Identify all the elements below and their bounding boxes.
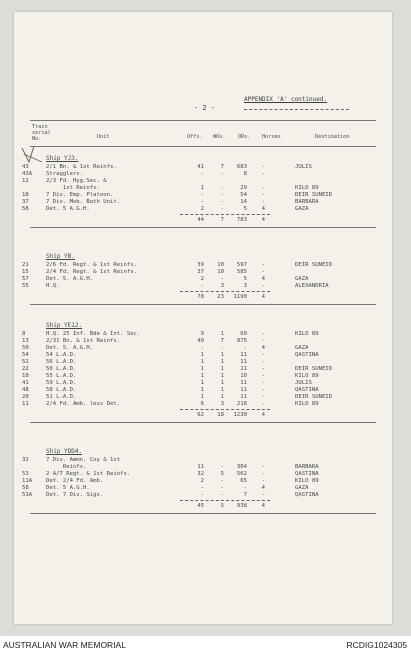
- cell-horses: -: [261, 401, 265, 407]
- cell-wos: 3: [220, 401, 224, 407]
- cell-ors: 11: [240, 359, 247, 365]
- cell-offrs: 1: [200, 387, 204, 393]
- cell-offrs: 1: [200, 359, 204, 365]
- cell-offrs: -: [200, 171, 204, 177]
- cell-wos: -: [220, 171, 224, 177]
- total-ors: 1230: [233, 412, 247, 418]
- cell-horses: -: [261, 359, 265, 365]
- subtotal-rule: [180, 291, 270, 292]
- cell-unit: 2/4 Fd. Amb. less Det.: [46, 401, 121, 407]
- cell-wos: -: [220, 192, 224, 198]
- cell-horses: -: [261, 366, 265, 372]
- cell-ors: 11: [240, 380, 247, 386]
- cell-unit: Det. 5 A.G.H.: [46, 485, 90, 491]
- cell-offrs: 41: [197, 164, 204, 170]
- col-header-serial: Train serial No.: [32, 124, 51, 142]
- cell-offrs: 37: [197, 269, 204, 275]
- subtotal-rule: [180, 409, 270, 410]
- cell-ors: 8: [243, 171, 247, 177]
- cell-ors: 5: [243, 276, 247, 282]
- total-ors: 783: [236, 217, 247, 223]
- total-offrs: 44: [197, 217, 204, 223]
- cell-wos: -: [220, 492, 224, 498]
- total-offrs: 62: [197, 412, 204, 418]
- cell-wos: -: [220, 345, 224, 351]
- cell-wos: 10: [217, 269, 224, 275]
- cell-destination: GAZA: [295, 276, 309, 282]
- cell-wos: 1: [220, 394, 224, 400]
- cell-destination: DEIR SUNEID: [295, 262, 333, 268]
- cell-unit: 54 L.A.D.: [46, 352, 77, 358]
- cell-ors: 5: [243, 206, 247, 212]
- cell-unit: 7 Div. Mob. Bath Unit.: [46, 199, 121, 205]
- cell-horses: -: [261, 387, 265, 393]
- cell-offrs: -: [200, 199, 204, 205]
- cell-unit: 56 L.A.D.: [46, 359, 77, 365]
- header-bottom-rule: [30, 146, 376, 147]
- total-wos: 23: [217, 294, 224, 300]
- cell-destination: QASTINA: [295, 352, 319, 358]
- cell-serial: 51A: [22, 492, 33, 498]
- cell-ors: 11: [240, 366, 247, 372]
- cell-ors: 65: [240, 478, 247, 484]
- total-horses: 4: [261, 503, 265, 509]
- cell-offrs: 1: [200, 185, 204, 191]
- page-number: - 2 -: [194, 104, 216, 112]
- cell-ors: 54: [240, 192, 247, 198]
- cell-serial: 53: [22, 471, 29, 477]
- cell-offrs: -: [200, 192, 204, 198]
- cell-wos: -: [220, 199, 224, 205]
- total-horses: 4: [261, 412, 265, 418]
- cell-destination: QASTINA: [295, 471, 319, 477]
- cell-serial: 58: [22, 206, 29, 212]
- cell-ors: 11: [240, 394, 247, 400]
- cell-serial: 22: [22, 366, 29, 372]
- cell-unit: Reinfs.: [46, 464, 87, 470]
- cell-unit: Stragglers.: [46, 171, 84, 177]
- cell-destination: BARBARA: [295, 199, 319, 205]
- col-header-offrs: Offs.: [187, 134, 203, 140]
- cell-unit: Det. 2/4 Fd. Amb.: [46, 478, 104, 484]
- cell-wos: 1: [220, 352, 224, 358]
- cell-destination: GAZA: [295, 345, 309, 351]
- cell-destination: KILO 89: [295, 331, 319, 337]
- cell-offrs: -: [200, 492, 204, 498]
- footer-source: AUSTRALIAN WAR MEMORIAL: [3, 640, 126, 650]
- cell-serial: 43A: [22, 171, 33, 177]
- cell-horses: -: [261, 471, 265, 477]
- cell-unit: 1st Reinfs.: [46, 185, 100, 191]
- cell-offrs: 32: [197, 471, 204, 477]
- cell-wos: -: [220, 276, 224, 282]
- cell-offrs: -: [200, 485, 204, 491]
- cell-wos: -: [220, 185, 224, 191]
- cell-serial: 48: [22, 387, 29, 393]
- total-offrs: 78: [197, 294, 204, 300]
- cell-horses: -: [261, 269, 265, 275]
- cell-serial: 54: [22, 352, 29, 358]
- cell-wos: -: [220, 478, 224, 484]
- cell-unit: Det. 5. A.G.H.: [46, 345, 94, 351]
- cell-unit: 2/4 Fd. Regt. & 1st Reinfs.: [46, 269, 137, 275]
- cell-horses: 4: [261, 485, 265, 491]
- cell-destination: QASTINA: [295, 492, 319, 498]
- cell-horses: -: [261, 380, 265, 386]
- cell-horses: 4: [261, 345, 265, 351]
- cell-wos: 1: [220, 359, 224, 365]
- section-rule: [30, 513, 376, 514]
- cell-destination: KILO 89: [295, 478, 319, 484]
- cell-unit: H.Q.: [46, 283, 60, 289]
- cell-wos: 7: [220, 338, 224, 344]
- cell-destination: JULIS: [295, 380, 312, 386]
- cell-unit: 7 Div. Ammn. Coy & 1st: [46, 457, 121, 463]
- cell-ors: 218: [236, 401, 247, 407]
- cell-horses: -: [261, 283, 265, 289]
- cell-ors: 14: [240, 199, 247, 205]
- cell-unit: 2/6 Fd. Regt. & 1st Reinfs.: [46, 262, 137, 268]
- cell-ors: -: [243, 485, 247, 491]
- cell-wos: 3: [220, 283, 224, 289]
- ship-heading: Ship YB.: [46, 253, 75, 260]
- cell-horses: -: [261, 331, 265, 337]
- cell-offrs: 39: [197, 262, 204, 268]
- cell-serial: 52: [22, 359, 29, 365]
- cell-serial: 18: [22, 192, 29, 198]
- total-wos: 18: [217, 412, 224, 418]
- cell-serial: 43: [22, 164, 29, 170]
- cell-offrs: 1: [200, 373, 204, 379]
- cell-destination: QASTINA: [295, 387, 319, 393]
- cell-ors: 683: [236, 164, 247, 170]
- cell-offrs: 1: [200, 366, 204, 372]
- cell-destination: JULIS: [295, 164, 312, 170]
- cell-destination: ALEXANDRIA: [295, 283, 329, 289]
- header-top-rule: [30, 120, 376, 121]
- cell-offrs: 2: [200, 276, 204, 282]
- cell-serial: 55: [22, 283, 29, 289]
- cell-horses: -: [261, 171, 265, 177]
- cell-unit: Det. 7 Div. Sigs.: [46, 492, 104, 498]
- cell-horses: -: [261, 262, 265, 268]
- cell-horses: -: [261, 464, 265, 470]
- cell-horses: -: [261, 185, 265, 191]
- cell-ors: 10: [240, 373, 247, 379]
- subtotal-rule: [180, 214, 270, 215]
- archive-footer: [0, 636, 411, 654]
- total-horses: 4: [261, 294, 265, 300]
- total-ors: 1190: [233, 294, 247, 300]
- cell-horses: -: [261, 199, 265, 205]
- cell-serial: 57: [22, 276, 29, 282]
- cell-destination: KILO 89: [295, 373, 319, 379]
- cell-unit: H.Q. 25 Inf. Bde & Int. Sec.: [46, 331, 141, 337]
- cell-ors: 29: [240, 185, 247, 191]
- appendix-title: APPENDIX 'A' continued.: [244, 96, 328, 103]
- cell-serial: 21: [22, 262, 29, 268]
- cell-offrs: 1: [200, 380, 204, 386]
- cell-serial: 10: [22, 373, 29, 379]
- cell-destination: DEIR SUNEID: [295, 192, 333, 198]
- cell-ors: 11: [240, 387, 247, 393]
- total-offrs: 45: [197, 503, 204, 509]
- cell-ors: 60: [240, 331, 247, 337]
- cell-serial: 11A: [22, 478, 33, 484]
- col-header-wos: WOs.: [213, 134, 226, 140]
- cell-ors: 585: [236, 269, 247, 275]
- cell-destination: KILO 89: [295, 185, 319, 191]
- cell-unit: 50 L.A.D.: [46, 366, 77, 372]
- section-rule: [30, 227, 376, 228]
- cell-wos: 1: [220, 331, 224, 337]
- cell-serial: 20: [22, 394, 29, 400]
- ship-heading: Ship YDD4.: [46, 448, 83, 455]
- cell-destination: GAZA: [295, 485, 309, 491]
- cell-offrs: 2: [200, 206, 204, 212]
- subtotal-rule: [180, 500, 270, 501]
- cell-horses: -: [261, 478, 265, 484]
- cell-horses: -: [261, 394, 265, 400]
- cell-serial: 32: [22, 457, 29, 463]
- cell-wos: 1: [220, 373, 224, 379]
- cell-offrs: 40: [197, 338, 204, 344]
- cell-serial: 50: [22, 345, 29, 351]
- footer-ref: RCDIG1024305: [346, 640, 407, 650]
- cell-wos: 1: [220, 387, 224, 393]
- cell-destination: BARBARA: [295, 464, 319, 470]
- cell-horses: -: [261, 492, 265, 498]
- col-header-horses: Horses: [262, 134, 281, 140]
- cell-unit: Det. 5 A.G.H.: [46, 206, 90, 212]
- cell-unit: 51 L.A.D.: [46, 394, 77, 400]
- cell-horses: -: [261, 338, 265, 344]
- cell-offrs: -: [200, 283, 204, 289]
- section-rule: [30, 304, 376, 305]
- cell-horses: -: [261, 192, 265, 198]
- cell-serial: 41: [22, 380, 29, 386]
- cell-wos: 1: [220, 366, 224, 372]
- total-wos: 5: [220, 503, 224, 509]
- cell-offrs: 1: [200, 394, 204, 400]
- cell-offrs: 1: [200, 352, 204, 358]
- cell-unit: 2/1 Bn. & 1st Reinfs.: [46, 164, 117, 170]
- col-header-destination: Destination: [315, 134, 350, 140]
- cell-ors: 11: [240, 352, 247, 358]
- cell-destination: KILO 89: [295, 401, 319, 407]
- cell-ors: 304: [236, 464, 247, 470]
- cell-destination: DEIR SUNEID: [295, 366, 333, 372]
- cell-wos: 1: [220, 380, 224, 386]
- cell-serial: 58: [22, 485, 29, 491]
- cell-ors: 7: [243, 492, 247, 498]
- cell-unit: 2/3 Fd. Hyg.Sec. &: [46, 178, 107, 184]
- cell-unit: 59 L.A.D.: [46, 380, 77, 386]
- cell-destination: DEIR SUNEID: [295, 394, 333, 400]
- cell-serial: 15: [22, 269, 29, 275]
- appendix-underline: [244, 109, 349, 110]
- cell-wos: -: [220, 206, 224, 212]
- section-rule: [30, 422, 376, 423]
- cell-wos: 10: [217, 262, 224, 268]
- cell-horses: -: [261, 164, 265, 170]
- cell-unit: 55 L.A.D.: [46, 373, 77, 379]
- cell-serial: 12: [22, 178, 29, 184]
- cell-unit: 58 L.A.D.: [46, 387, 77, 393]
- cell-horses: -: [261, 373, 265, 379]
- cell-wos: 5: [220, 471, 224, 477]
- cell-serial: 8: [22, 331, 26, 337]
- cell-serial: 11: [22, 401, 29, 407]
- total-horses: 4: [261, 217, 265, 223]
- cell-unit: 2 A/T Regt. & 1st Reinfs.: [46, 471, 131, 477]
- total-ors: 938: [236, 503, 247, 509]
- cell-ors: 3: [243, 283, 247, 289]
- cell-horses: 4: [261, 276, 265, 282]
- cell-offrs: 9: [200, 331, 204, 337]
- cell-wos: -: [220, 464, 224, 470]
- cell-wos: 7: [220, 164, 224, 170]
- col-header-ors: ORs.: [238, 134, 251, 140]
- cell-destination: GAZA: [295, 206, 309, 212]
- ship-heading: Ship YE12.: [46, 322, 83, 329]
- cell-serial: 37: [22, 199, 29, 205]
- cell-horses: -: [261, 352, 265, 358]
- cell-unit: 7 Div. Emp. Platoon.: [46, 192, 114, 198]
- cell-ors: 875: [236, 338, 247, 344]
- cell-ors: 562: [236, 471, 247, 477]
- cell-ors: 597: [236, 262, 247, 268]
- cell-offrs: 2: [200, 478, 204, 484]
- ship-heading: Ship YJ3.: [46, 155, 79, 162]
- cell-offrs: -: [200, 345, 204, 351]
- total-wos: 7: [220, 217, 224, 223]
- cell-ors: -: [243, 345, 247, 351]
- cell-wos: -: [220, 485, 224, 491]
- cell-unit: 2/31 Bn. & 1st Reinfs.: [46, 338, 121, 344]
- cell-serial: 13: [22, 338, 29, 344]
- cell-offrs: 6: [200, 401, 204, 407]
- cell-unit: Det. 5. A.G.H.: [46, 276, 94, 282]
- cell-offrs: 11: [197, 464, 204, 470]
- col-header-unit: Unit: [97, 134, 110, 140]
- cell-horses: 4: [261, 206, 265, 212]
